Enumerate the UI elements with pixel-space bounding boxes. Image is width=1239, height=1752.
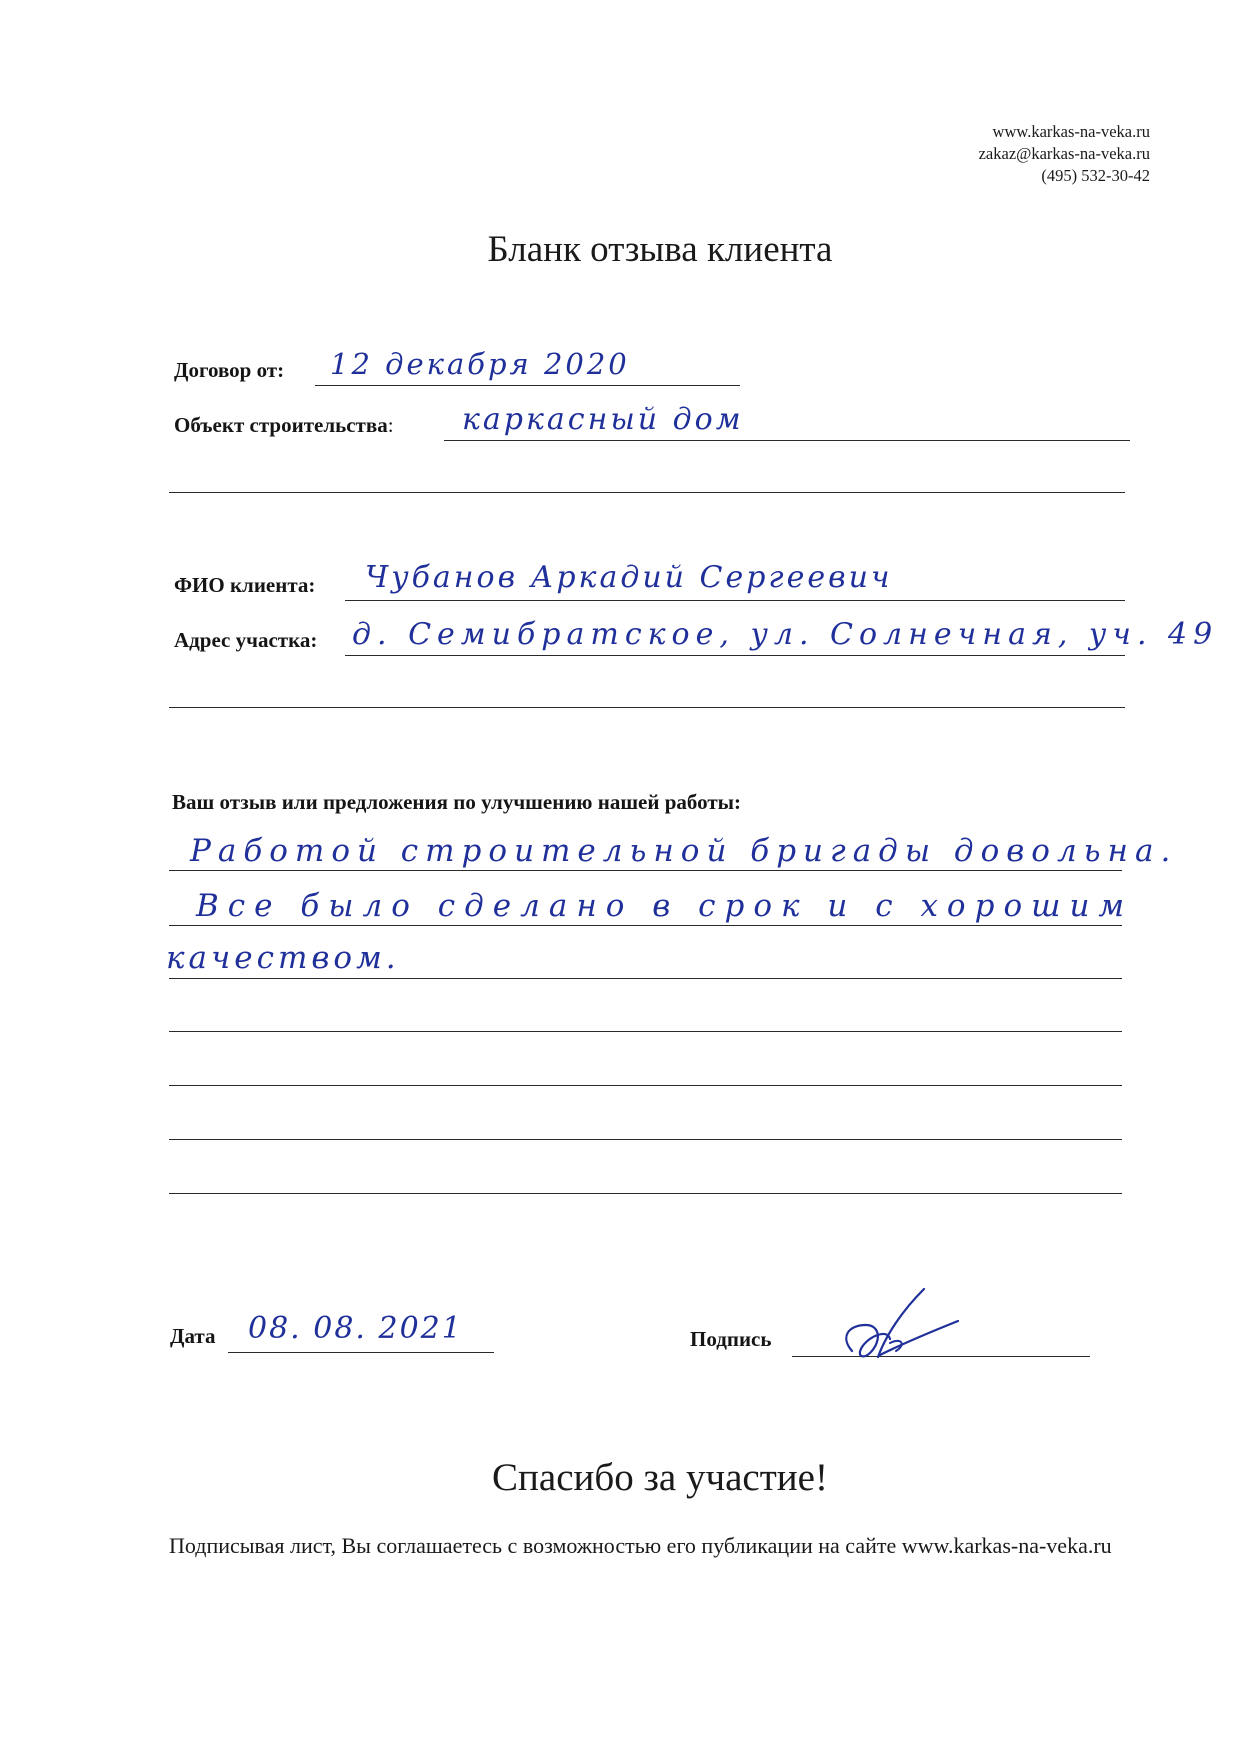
feedback-text-line[interactable]: Работой строительной бригады довольна.: [190, 833, 1178, 869]
feedback-line-7: [169, 1193, 1122, 1194]
feedback-line-3: [169, 978, 1122, 979]
contract-label: Договор от:: [174, 358, 285, 382]
feedback-line-6: [169, 1139, 1122, 1140]
contract-line: [315, 385, 740, 386]
feedback-text-line[interactable]: Все было сделано в срок и с хорошим: [196, 888, 1134, 924]
date-value[interactable]: 08. 08. 2021: [248, 1311, 463, 1346]
object-label: [174, 413, 394, 438]
signature-stroke: [880, 1321, 958, 1355]
form-title: Бланк отзыва клиента: [487, 229, 833, 270]
signature-stroke: [846, 1325, 890, 1356]
consent-text: Подписывая лист, Вы соглашаетесь с возможностью его публикации на сайте www.karkas-na-veka.ru: [169, 1533, 1112, 1558]
email-text: zakaz@karkas-na-veka.ru: [978, 144, 1150, 163]
thanks-text: Спасибо за участие!: [492, 1456, 828, 1499]
object-value[interactable]: каркасный дом: [462, 402, 744, 437]
object-line: [444, 440, 1130, 441]
object-label-colon: :: [387, 413, 394, 437]
signature-mark[interactable]: [830, 1285, 970, 1375]
address-line-2: [169, 707, 1125, 708]
date-label: Дата: [170, 1324, 216, 1348]
object-label-text: Объект строительства: [174, 413, 388, 437]
address-line: [345, 655, 1125, 656]
address-label: Адрес участка:: [174, 628, 318, 652]
client-label: ФИО клиента:: [174, 573, 316, 597]
object-line-2: [169, 492, 1125, 493]
feedback-line-2: [169, 925, 1122, 926]
company-contacts: [979, 121, 1150, 187]
feedback-line-1: [169, 870, 1122, 871]
phone-text: (495) 532-30-42: [1041, 166, 1150, 185]
website-text: www.karkas-na-veka.ru: [992, 122, 1150, 141]
feedback-line-4: [169, 1031, 1122, 1032]
contract-date-value[interactable]: 12 декабря 2020: [330, 347, 630, 381]
date-line: [228, 1352, 494, 1353]
feedback-label: Ваш отзыв или предложения по улучшению нашей работы:: [172, 790, 742, 814]
address-value[interactable]: д. Семибратское, ул. Солнечная, уч. 49: [352, 617, 1219, 652]
feedback-text-line[interactable]: качеством.: [166, 940, 400, 976]
signature-label: Подпись: [690, 1327, 772, 1351]
client-name-value[interactable]: Чубанов Аркадий Сергеевич: [365, 560, 893, 595]
client-line: [345, 600, 1125, 601]
feedback-line-5: [169, 1085, 1122, 1086]
